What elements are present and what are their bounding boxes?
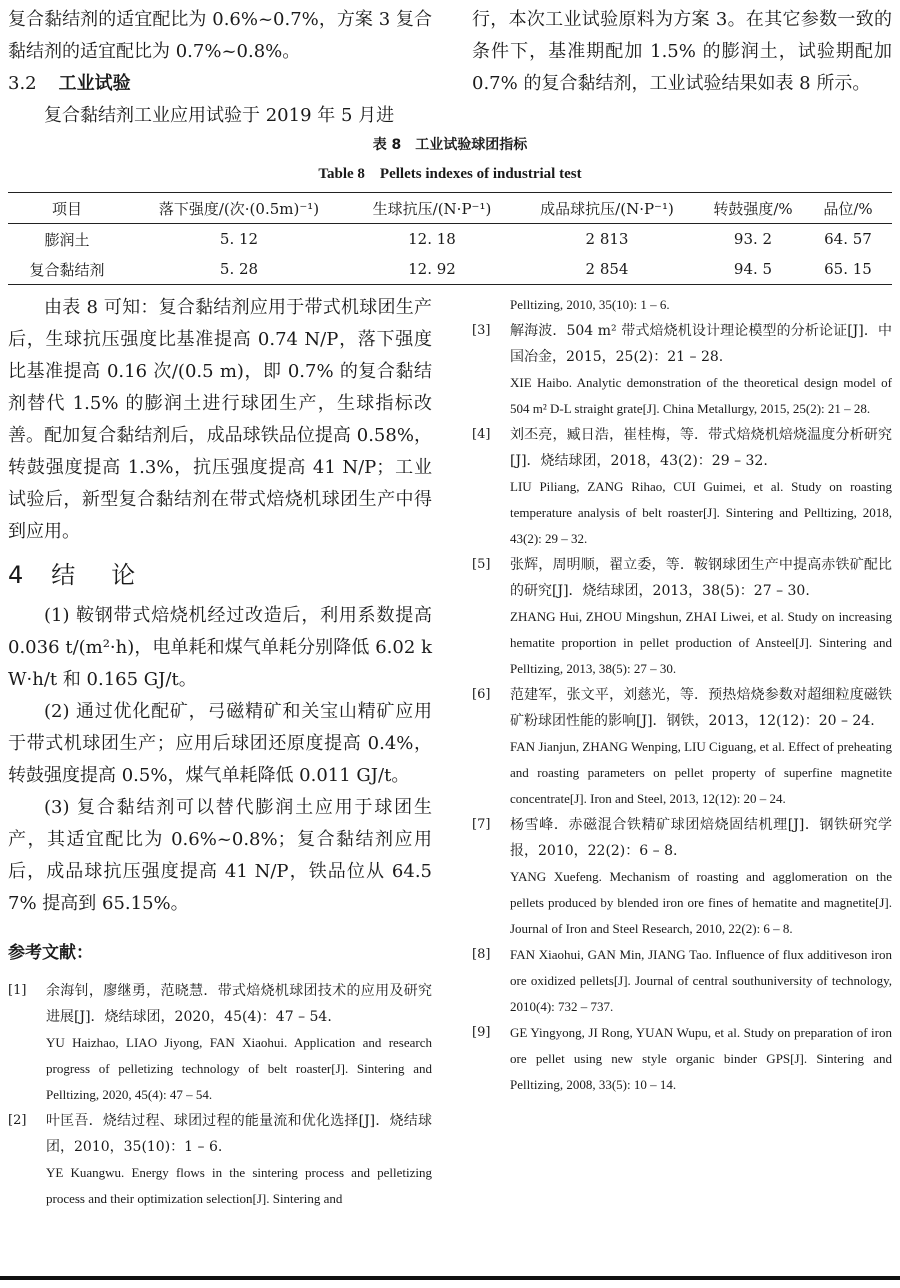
section-title: 结 论 bbox=[51, 561, 142, 589]
reference-en: XIE Haibo. Analytic demonstration of the theoretical design model of 504 m² D-L straight grate[J]. China Metallurgy, 2015, 25(2): 21 – 28. bbox=[510, 375, 892, 416]
reference-body bbox=[510, 942, 892, 1020]
reference-en: YANG Xuefeng. Mechanism of roasting and agglomeration on the pellets produced by blended iron ore fines of hematite and magnetite[J]. Journal of Iron and Steel Research, 2010, 22(2): 6 – 8. bbox=[510, 869, 892, 936]
reference-number: [6] bbox=[472, 687, 491, 702]
reference-en: GE Yingyong, JI Rong, YUAN Wupu, et al. Study on preparation of iron ore pellet using new style organic binder GPS[J]. Sintering and Pelltizing, 2008, 33(5): 10 – 14. bbox=[510, 1025, 892, 1092]
section-number: 3.2 bbox=[8, 73, 37, 94]
table-cell: 65. 15 bbox=[804, 254, 892, 285]
table-header-row bbox=[8, 193, 892, 224]
reference-body bbox=[510, 812, 892, 942]
analysis-paragraph: 由表 8 可知：复合黏结剂应用于带式机球团生产后，生球抗压强度比基准提高 0.74 N/P，落下强度比基准提高 0.16 次/(0.5 m)，即 0.7% 的复合黏结剂替代 1.5% 的膨润土进行球团生产，生球指标改善。配加复合黏结剂后，成品球铁品位提高 0.58%，转鼓强度提高 1.3%，抗压强度提高 41 N/P；工业试验后，新型复合黏结剂在带式焙烧机球团生产中得到应用。 bbox=[8, 297, 432, 542]
conclusion-item-1: (1) 鞍钢带式焙烧机经过改造后，利用系数提高 0.036 t/(m²·h)，电单耗和煤气单耗分别降低 6.02 kW·h/t 和 0.165 GJ/t。 bbox=[8, 605, 432, 690]
reference-body bbox=[46, 978, 432, 1108]
section-title: 工业试验 bbox=[58, 73, 131, 94]
table-cell: 12. 18 bbox=[408, 230, 456, 248]
table-cell: 复合黏结剂 bbox=[8, 254, 126, 285]
table-header-cell: 项目 bbox=[8, 193, 126, 224]
reference-number: [8] bbox=[472, 947, 491, 962]
section-number: 4 bbox=[8, 561, 30, 589]
page-bottom-rule bbox=[0, 1276, 900, 1280]
reference-number: [7] bbox=[472, 817, 491, 832]
conclusion-item-3: (3) 复合黏结剂可以替代膨润土应用于球团生产，其适宜配比为 0.6%~0.8%；复合黏结剂应用后，成品球抗压强度提高 41 N/P，铁品位从 64.57% 提高到 65.15%。 bbox=[8, 797, 432, 914]
table-row bbox=[8, 224, 892, 255]
table-cell: 2 813 bbox=[585, 230, 629, 248]
left-column-bottom bbox=[8, 292, 432, 1212]
reference-item bbox=[472, 552, 892, 682]
reference-number: [4] bbox=[472, 427, 491, 442]
reference-item bbox=[472, 812, 892, 942]
industrial-test-paragraph-start: 复合黏结剂工业应用试验于 2019 年 5 月进 bbox=[44, 105, 395, 126]
reference-body bbox=[510, 682, 892, 812]
pellet-index-table bbox=[8, 192, 892, 285]
right-column-bottom bbox=[472, 292, 892, 1098]
reference-en: FAN Xiaohui, GAN Min, JIANG Tao. Influence of flux additiveson iron ore oxidized pellets[J]. Journal of central southuniversity of technology, 2010(4): 732 – 737. bbox=[510, 947, 892, 1014]
table-cell: 93. 2 bbox=[733, 230, 773, 248]
table-cell: 5. 28 bbox=[126, 254, 352, 285]
reference-number: [2] bbox=[8, 1113, 27, 1128]
reference-en: ZHANG Hui, ZHOU Mingshun, ZHAI Liwei, et al. Study on increasing hematite proportion in pellet production of Ansteel[J]. Sintering and Pelltizing, 2013, 38(5): 27 – 30. bbox=[510, 609, 892, 676]
section-heading-3-2 bbox=[8, 68, 432, 100]
reference-cn: 刘丕亮，臧日浩，崔桂梅，等．带式焙烧机焙烧温度分析研究[J]．烧结球团，2018，43(2)：29 – 32. bbox=[510, 427, 892, 469]
reference-item bbox=[472, 318, 892, 422]
reference-en: LIU Piliang, ZANG Rihao, CUI Guimei, et al. Study on roasting temperature analysis of belt roaster[J]. Sintering and Pelltizing, 2018, 43(2): 29 – 32. bbox=[510, 479, 892, 546]
reference-item bbox=[472, 422, 892, 552]
conclusion-item-2: (2) 通过优化配矿，弓磁精矿和关宝山精矿应用于带式机球团生产；应用后球团还原度提高 0.4%，转鼓强度提高 0.5%，煤气单耗降低 0.011 GJ/t。 bbox=[8, 701, 432, 786]
reference-number: [1] bbox=[8, 983, 27, 998]
reference-cn: 张辉，周明顺，翟立委，等．鞍钢球团生产中提高赤铁矿配比的研究[J]．烧结球团，2013，38(5)：27 – 30. bbox=[510, 557, 892, 599]
reference-en: YE Kuangwu. Energy flows in the sintering process and pelletizing process and their optimization selection[J]. Sintering and bbox=[46, 1165, 432, 1206]
reference-cn: 余海钊，廖继勇，范晓慧．带式焙烧机球团技术的应用及研究进展[J]．烧结球团，2020，45(4)：47 – 54. bbox=[46, 983, 432, 1025]
reference-item bbox=[472, 682, 892, 812]
reference-item bbox=[8, 1108, 432, 1212]
reference-body bbox=[510, 318, 892, 422]
reference-body bbox=[46, 1108, 432, 1212]
reference-number: [5] bbox=[472, 557, 491, 572]
reference-number: [9] bbox=[472, 1025, 491, 1040]
reference-body bbox=[510, 552, 892, 682]
industrial-test-paragraph-cont: 行，本次工业试验原料为方案 3。在其它参数一致的条件下，基准期配加 1.5% 的膨润土，试验期配加 0.7% 的复合黏结剂，工业试验结果如表 8 所示。 bbox=[472, 9, 892, 94]
table-caption-cn: 表 8 工业试验球团指标 bbox=[372, 137, 528, 153]
reference-item bbox=[472, 942, 892, 1020]
table-header-cell: 品位/% bbox=[804, 193, 892, 224]
carryover-paragraph: 复合黏结剂的适宜配比为 0.6%~0.7%，方案 3 复合黏结剂的适宜配比为 0.7%~0.8%。 bbox=[8, 9, 432, 62]
table-header-cell: 落下强度/(次·(0.5m)⁻¹) bbox=[126, 193, 352, 224]
table-cell: 94. 5 bbox=[702, 254, 804, 285]
reference-cn: 解海波．504 m² 带式焙烧机设计理论模型的分析论证[J]．中国冶金，2015，25(2)：21 – 28. bbox=[510, 323, 892, 365]
table-cell: 5. 12 bbox=[219, 230, 259, 248]
table-cell: 2 854 bbox=[512, 254, 702, 285]
table-row bbox=[8, 254, 892, 285]
reference-cn: 范建军，张文平，刘慈光，等．预热焙烧参数对超细粒度磁铁矿粉球团性能的影响[J]．钢铁，2013，12(12)：20 – 24. bbox=[510, 687, 892, 729]
left-column-top bbox=[8, 4, 432, 132]
table-cell: 膨润土 bbox=[44, 230, 90, 249]
reference-en: YU Haizhao, LIAO Jiyong, FAN Xiaohui. Application and research progress of pelletizing technology of belt roaster[J]. Sintering and Pelltizing, 2020, 45(4): 47 – 54. bbox=[46, 1035, 432, 1102]
reference-cn: 杨雪峰．赤磁混合铁精矿球团焙烧固结机理[J]．钢铁研究学报，2010，22(2)：6 – 8. bbox=[510, 817, 892, 859]
references-heading: 参考文献： bbox=[8, 943, 93, 963]
reference-body bbox=[510, 422, 892, 552]
table-header-cell: 生球抗压/(N·P⁻¹) bbox=[352, 193, 512, 224]
table-cell: 12. 92 bbox=[352, 254, 512, 285]
reference-item bbox=[8, 978, 432, 1108]
reference-continuation: Pelltizing, 2010, 35(10): 1 – 6. bbox=[510, 297, 670, 312]
table-header-cell: 成品球抗压/(N·P⁻¹) bbox=[512, 193, 702, 224]
reference-number: [3] bbox=[472, 323, 491, 338]
right-column-top bbox=[472, 4, 892, 100]
section-heading-4 bbox=[8, 554, 432, 596]
reference-body bbox=[510, 1020, 892, 1098]
table-header-cell: 转鼓强度/% bbox=[702, 193, 804, 224]
reference-item bbox=[472, 1020, 892, 1098]
reference-en: FAN Jianjun, ZHANG Wenping, LIU Ciguang, et al. Effect of preheating and roasting parameters on pellet property of superfine magnetite concentrate[J]. Iron and Steel, 2013, 12(12): 20 – 24. bbox=[510, 739, 892, 806]
reference-cn: 叶匡吾．烧结过程、球团过程的能量流和优化选择[J]．烧结球团，2010，35(10)：1 – 6. bbox=[46, 1113, 432, 1155]
table-cell: 64. 57 bbox=[824, 230, 872, 248]
table-caption-en: Table 8 Pellets indexes of industrial test bbox=[318, 166, 582, 182]
